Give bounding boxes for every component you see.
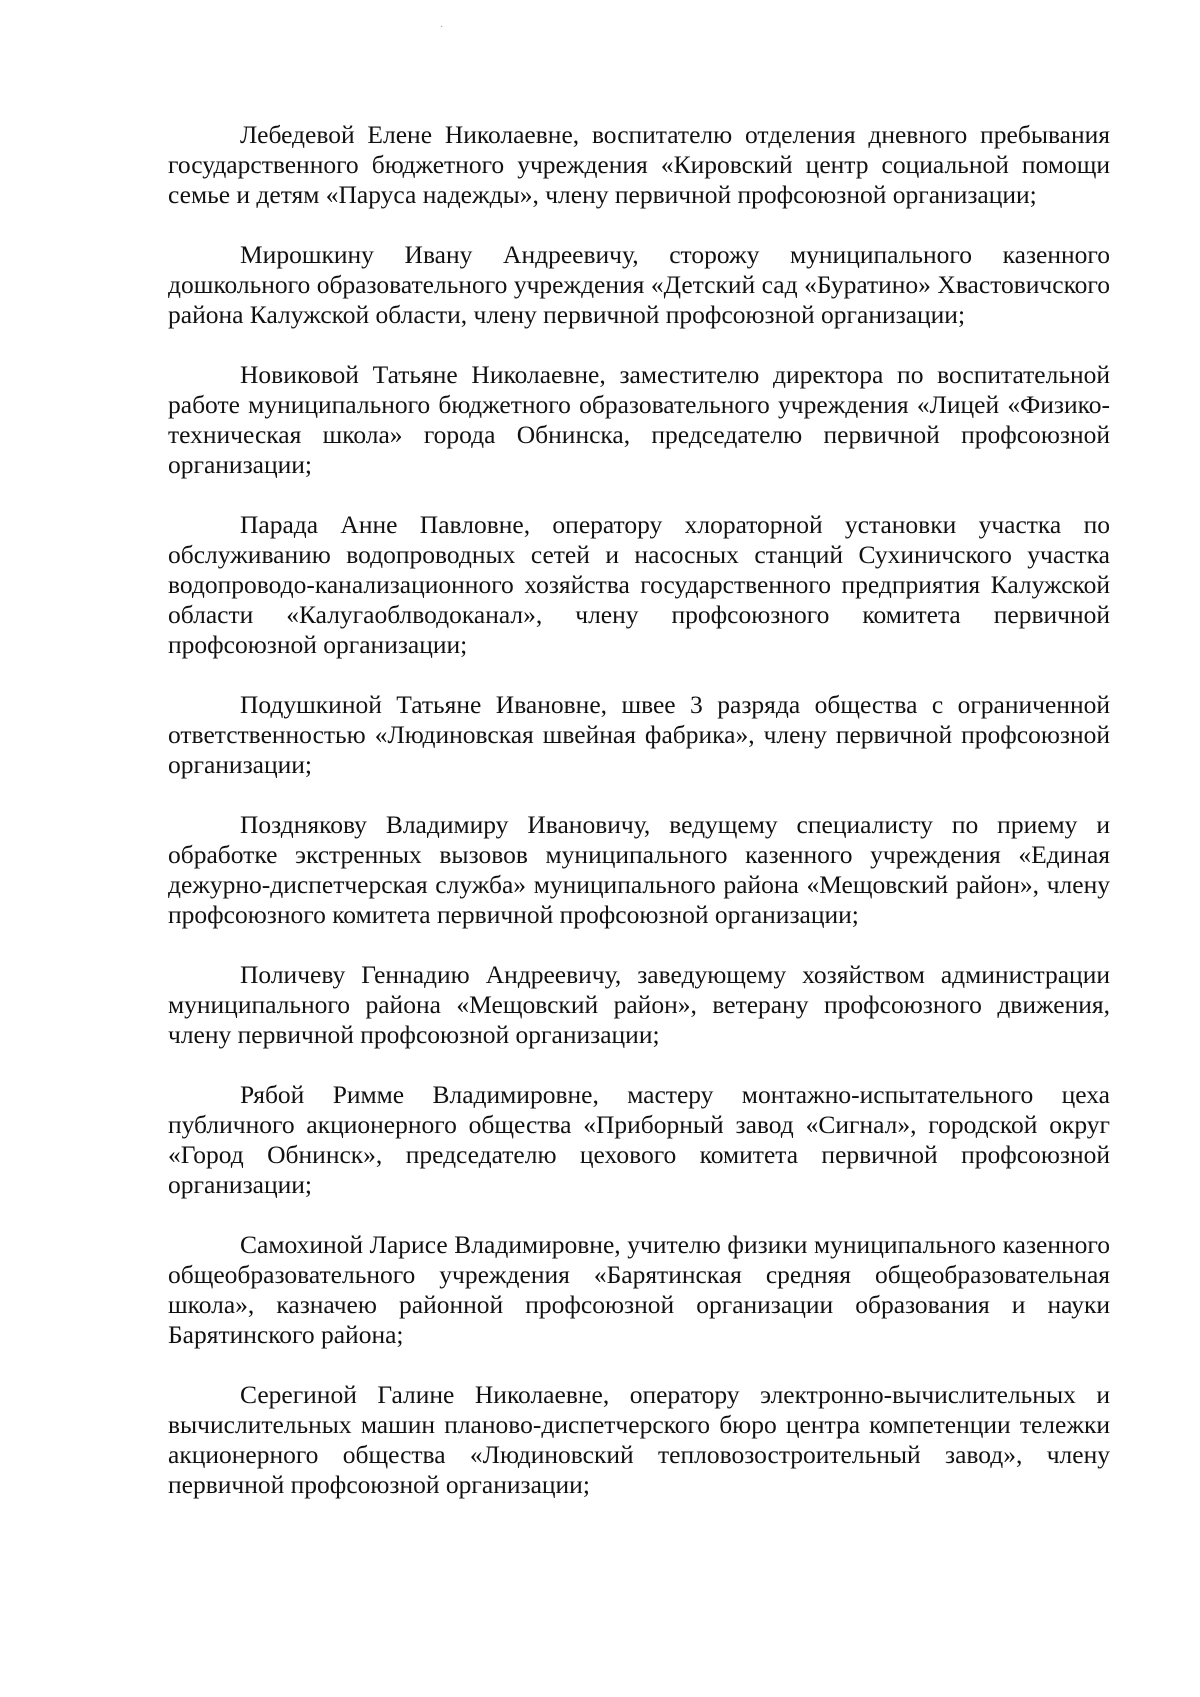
list-item: Рябой Римме Владимировне, мастеру монтажно-испытательного цеха публичного акционерного общества «Приборный завод «Сигнал», городской округ «Город Обнинск», председателю цехового комитета первичной профсоюзной организации; — [168, 1080, 1110, 1199]
scan-mark: · — [440, 22, 444, 33]
list-item: Подушкиной Татьяне Ивановне, швее 3 разряда общества с ограниченной ответственностью «Людиновская швейная фабрика», члену первичной профсоюзной организации; — [168, 690, 1110, 779]
list-item: Новиковой Татьяне Николаевне, заместителю директора по воспитательной работе муниципального бюджетного образовательного учреждения «Лицей «Физико-техническая школа» города Обнинска, председателю первичной профсоюзной организации; — [168, 360, 1110, 479]
list-item: Серегиной Галине Николаевне, оператору электронно-вычислительных и вычислительных машин планово-диспетчерского бюро центра компетенции тележки акционерного общества «Людиновский тепловозостроительный завод», члену первичной профсоюзной организации; — [168, 1380, 1110, 1499]
list-item: Самохиной Ларисе Владимировне, учителю физики муниципального казенного общеобразовательного учреждения «Барятинская средняя общеобразовательная школа», казначею районной профсоюзной организации образования и науки Барятинского района; — [168, 1230, 1110, 1349]
list-item: Позднякову Владимиру Ивановичу, ведущему специалисту по приему и обработке экстренных вызовов муниципального казенного учреждения «Единая дежурно-диспетчерская служба» муниципального района «Мещовский район», члену профсоюзного комитета первичной профсоюзной организации; — [168, 810, 1110, 929]
list-item: Парада Анне Павловне, оператору хлораторной установки участка по обслуживанию водопроводных сетей и насосных станций Сухиничского участка водопроводо-канализационного хозяйства государственного предприятия Калужской области «Калугаоблводоканал», члену профсоюзного комитета первичной профсоюзной организации; — [168, 510, 1110, 659]
list-item: Лебедевой Елене Николаевне, воспитателю отделения дневного пребывания государственного бюджетного учреждения «Кировский центр социальной помощи семье и детям «Паруса надежды», члену первичной профсоюзной организации; — [168, 120, 1110, 209]
award-list — [168, 120, 1110, 1530]
list-item: Мирошкину Ивану Андреевичу, сторожу муниципального казенного дошкольного образовательного учреждения «Детский сад «Буратино» Хвастовичского района Калужской области, члену первичной профсоюзной организации; — [168, 240, 1110, 329]
list-item: Поличеву Геннадию Андреевичу, заведующему хозяйством администрации муниципального района «Мещовский район», ветерану профсоюзного движения, члену первичной профсоюзной организации; — [168, 960, 1110, 1049]
